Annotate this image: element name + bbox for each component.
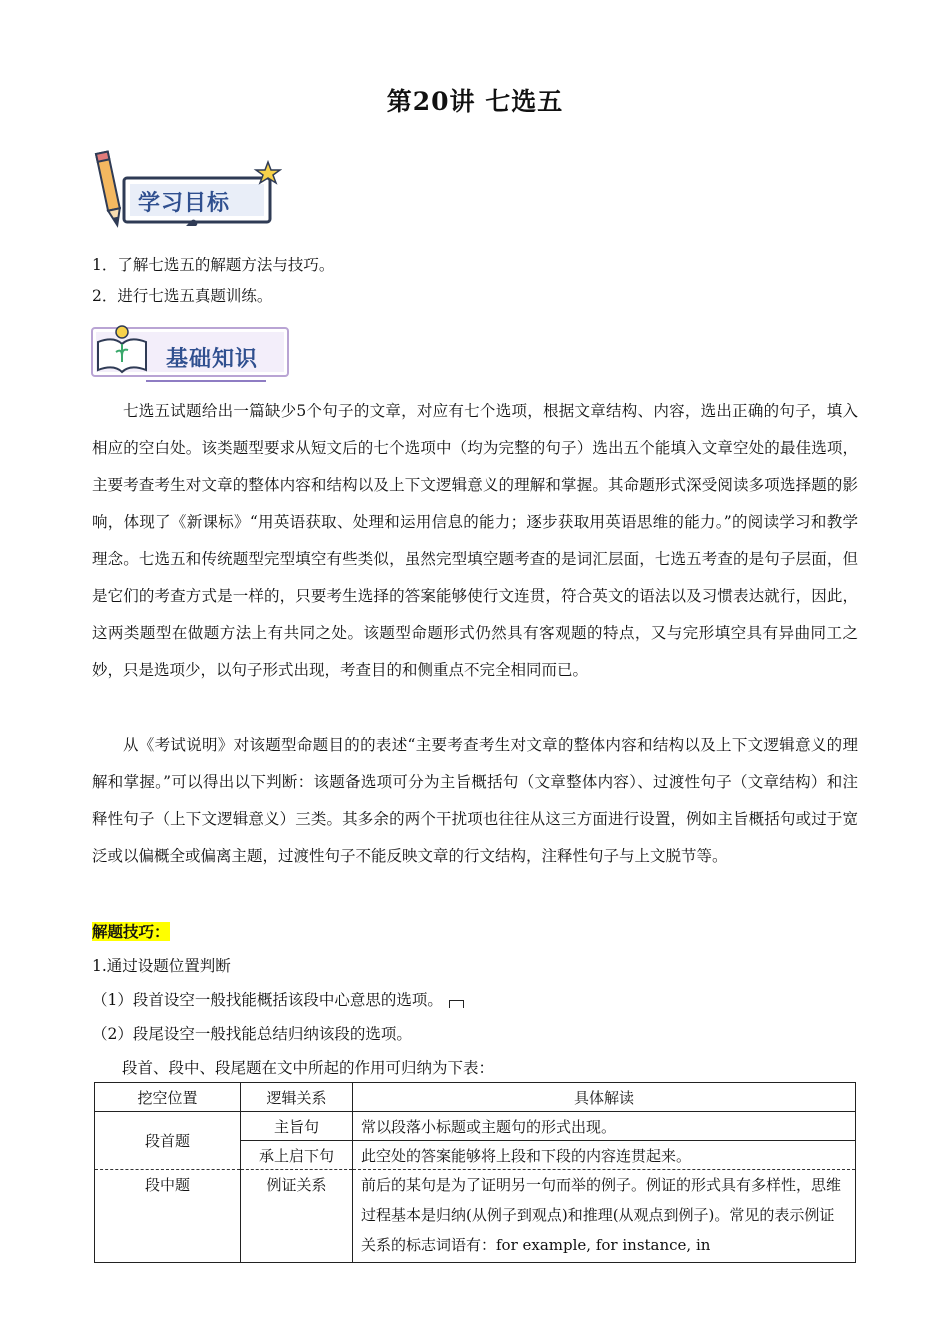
position-table: [94, 1082, 856, 1263]
table-header: 挖空位置: [95, 1083, 241, 1112]
goal-item: 2．进行七选五真题训练。: [92, 287, 273, 305]
table-cell-relation: 例证关系: [241, 1170, 353, 1263]
body-paragraph: 七选五试题给出一篇缺少5个句子的文章，对应有七个选项，根据文章结构、内容，选出正确的句子，填入相应的空白处。该类题型要求从短文后的七个选项中（均为完整的句子）选出五个能填入文章空处的最佳选项，主要考查考生对文章的整体内容和结构以及上下文逻辑意义的理解和掌握。其命题形式深受阅读多项选择题的影响，体现了《新课标》“用英语获取、处理和运用信息的能力；逐步获取用英语思维的能力。”的阅读学习和教学理念。七选五和传统题型完型填空有些类似，虽然完型填空题考查的是词汇层面，七选五考查的是句子层面，但是它们的考查方式是一样的，只要考生选择的答案能够使行文连贯，符合英文的语法以及习惯表达就行，因此，这两类题型在做题方法上有共同之处。该题型命题形式仍然具有客观题的特点，又与完形填空具有异曲同工之妙，只是选项少，以句子形式出现，考查目的和侧重点不完全相同而已。: [92, 402, 858, 679]
basics-badge-label: 基础知识: [166, 347, 259, 372]
goal-item: 1．了解七选五的解题方法与技巧。: [92, 256, 335, 274]
body-paragraph: 从《考试说明》对该题型命题目的的表述“主要考查考生对文章的整体内容和结构以及上下文逻辑意义的理解和掌握。”可以得出以下判断：该题备选项可分为主旨概括句（文章整体内容）、过渡性句子（文章结构）和注释性句子（上下文逻辑意义）三类。其多余的两个干扰项也往往从这三方面进行设置，例如主旨概括句或过于宽泛或以偏概全或偏离主题，过渡性句子不能反映文章的行文结构，注释性句子与上文脱节等。: [92, 736, 858, 865]
table-row: [95, 1112, 856, 1141]
table-header-row: [95, 1083, 856, 1112]
tip-item: （2）段尾设空一般找能总结归纳该段的选项。: [92, 1025, 412, 1043]
comment-bracket-icon: [449, 1000, 464, 1008]
tips-heading: 解题技巧：: [92, 922, 170, 941]
goals-badge: [86, 150, 282, 232]
goals-badge-label: 学习目标: [138, 191, 231, 216]
table-row: [95, 1170, 856, 1263]
table-cell-detail: 前后的某句是为了证明另一句而举的例子。例证的形式具有多样性，思维过程基本是归纳(从例子到观点)和推理(从观点到例子)。常见的表示例证关系的标志词语有：for example, for instance, in: [361, 1176, 842, 1254]
table-header: 逻辑关系: [241, 1083, 353, 1112]
basics-badge: [86, 322, 298, 388]
tip-item: （1）段首设空一般找能概括该段中心意思的选项。: [92, 988, 464, 1010]
table-cell-relation: 主旨句: [241, 1112, 353, 1141]
table-cell-detail: 此空处的答案能够将上段和下段的内容连贯起来。: [353, 1141, 856, 1170]
table-cell-position: 段中题: [95, 1170, 241, 1263]
table-cell-position: 段首题: [95, 1112, 241, 1170]
table-cell-relation: 承上启下句: [241, 1141, 353, 1170]
tip-method: 1.通过设题位置判断: [92, 957, 231, 975]
table-intro: 段首、段中、段尾题在文中所起的作用可归纳为下表：: [122, 1059, 495, 1077]
table-cell-detail: 常以段落小标题或主题句的形式出现。: [353, 1112, 856, 1141]
table-header: 具体解读: [353, 1083, 856, 1112]
page-title: 第20讲 七选五: [386, 87, 564, 116]
